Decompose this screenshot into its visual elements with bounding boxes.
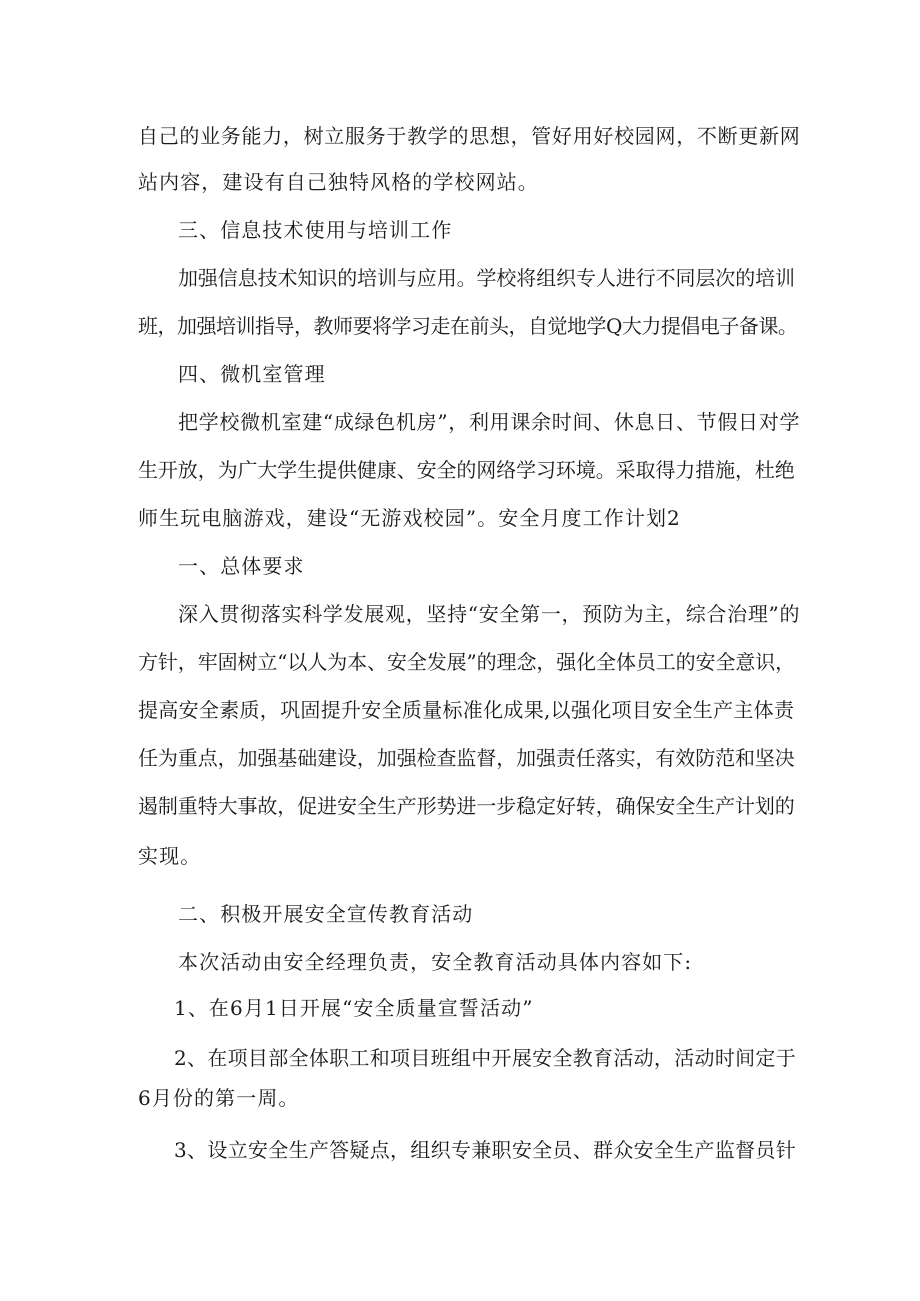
body-text-line: 6月份的第一周。 bbox=[138, 1086, 300, 1110]
body-text-line: 实现。 bbox=[138, 844, 202, 868]
body-text-line: 深入贯彻落实科学发展观，坚持“安全第一，预防为主，综合治理”的 bbox=[178, 602, 801, 626]
body-text-line: 任为重点，加强基础建设，加强检查监督，加强责任落实，有效防范和坚决 bbox=[138, 746, 795, 770]
body-text-line: 班，加强培训指导，教师要将学习走在前头，自觉地学Q大力提倡电子备课。 bbox=[138, 314, 798, 338]
list-item: 3、设立安全生产答疑点，组织专兼职安全员、群众安全生产监督员针 bbox=[174, 1138, 797, 1162]
body-text-line: 把学校微机室建“成绿色机房”，利用课余时间、休息日、节假日对学 bbox=[178, 410, 801, 434]
body-text-line: 生开放，为广大学生提供健康、安全的网络学习环境。采取得力措施，杜绝 bbox=[138, 458, 795, 482]
section-heading: 二、积极开展安全宣传教育活动 bbox=[178, 902, 474, 926]
section-heading: 三、信息技术使用与培训工作 bbox=[178, 218, 453, 242]
body-text-line: 师生玩电脑游戏，建设“无游戏校园”。安全月度工作计划2 bbox=[138, 506, 681, 530]
section-heading: 一、总体要求 bbox=[178, 554, 305, 578]
body-text-line: 提高安全素质，巩固提升安全质量标准化成果,以强化项目安全生产主体责 bbox=[138, 698, 795, 722]
section-heading: 四、微机室管理 bbox=[178, 362, 326, 386]
list-item: 2、在项目部全体职工和项目班组中开展安全教育活动，活动时间定于 bbox=[174, 1046, 797, 1070]
body-text-line: 遏制重特大事故，促进安全生产形势进一步稳定好转，确保安全生产计划的 bbox=[138, 794, 795, 818]
body-text-line: 站内容，建设有自己独特风格的学校网站。 bbox=[138, 170, 539, 194]
body-text-line: 自己的业务能力，树立服务于教学的思想，管好用好校园网，不断更新网 bbox=[138, 124, 801, 148]
list-item: 1、在6月1日开展“安全质量宣誓活动” bbox=[174, 996, 534, 1020]
body-text-line: 加强信息技术知识的培训与应用。学校将组织专人进行不同层次的培训 bbox=[178, 266, 795, 290]
body-text-line: 本次活动由安全经理负责，安全教育活动具体内容如下: bbox=[178, 950, 693, 974]
body-text-line: 方针，牢固树立“以人为本、安全发展”的理念，强化全体员工的安全意识， bbox=[138, 650, 796, 674]
